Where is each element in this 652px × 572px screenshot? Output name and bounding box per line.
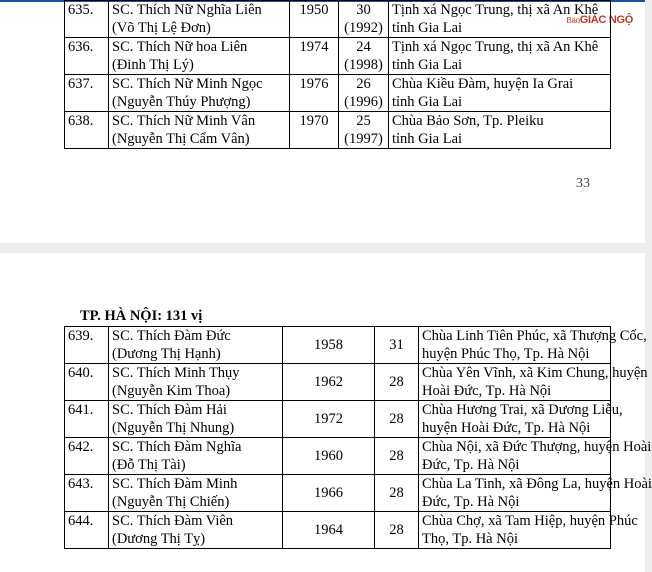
birth-year: 1974 xyxy=(290,38,339,75)
row-number: 644. xyxy=(65,512,109,549)
row-number: 639. xyxy=(65,327,109,364)
table-row xyxy=(65,438,611,475)
ordination-age: 28 xyxy=(375,401,419,438)
ordination-age: 28 xyxy=(375,364,419,401)
birth-year: 1970 xyxy=(290,112,339,149)
table-row xyxy=(65,401,611,438)
monk-name: SC. Thích Minh Thụy (Nguyễn Kim Thoa) xyxy=(109,364,283,401)
table-row xyxy=(65,112,611,149)
temple-location: Chùa Hương Trai, xã Dương Liễu, huyện Hoài Đức, Tp. Hà Nội xyxy=(419,401,611,438)
ordination-age: 25 (1997) xyxy=(339,112,389,149)
monk-name: SC. Thích Đàm Nghĩa (Đỗ Thị Tài) xyxy=(109,438,283,475)
row-number: 643. xyxy=(65,475,109,512)
ordination-age: 24 (1998) xyxy=(339,38,389,75)
row-number: 638. xyxy=(65,112,109,149)
row-number: 635. xyxy=(65,1,109,38)
temple-location: Chùa Nội, xã Đức Thượng, huyện Hoài Đức, Tp. Hà Nội xyxy=(419,438,611,475)
ordination-age: 31 xyxy=(375,327,419,364)
ordination-age: 30 (1992) xyxy=(339,1,389,38)
monk-name: SC. Thích Đàm Minh (Nguyễn Thị Chiến) xyxy=(109,475,283,512)
table-row xyxy=(65,512,611,549)
row-number: 640. xyxy=(65,364,109,401)
monk-name: SC. Thích Nữ Minh Vân (Nguyễn Thị Cẩm Vân) xyxy=(109,112,290,149)
birth-year: 1964 xyxy=(283,512,375,549)
row-number: 637. xyxy=(65,75,109,112)
monk-name: SC. Thích Đàm Hải (Nguyễn Thị Nhung) xyxy=(109,401,283,438)
ordination-age: 26 (1996) xyxy=(339,75,389,112)
temple-location: Tịnh xá Ngọc Trung, thị xã An Khê tỉnh Gia Lai xyxy=(389,38,611,75)
row-number: 642. xyxy=(65,438,109,475)
monk-name: SC. Thích Nữ Nghĩa Liên (Võ Thị Lệ Đơn) xyxy=(109,1,290,38)
birth-year: 1966 xyxy=(283,475,375,512)
temple-location: Tịnh xá Ngọc Trung, thị xã An Khê tỉnh Gia Lai xyxy=(389,1,611,38)
newspaper-watermark: BáoGIÁC NGỘ xyxy=(566,14,633,26)
birth-year: 1950 xyxy=(290,1,339,38)
monk-list-table-gia-lai xyxy=(64,0,611,149)
row-number: 641. xyxy=(65,401,109,438)
birth-year: 1958 xyxy=(283,327,375,364)
birth-year: 1976 xyxy=(290,75,339,112)
birth-year: 1960 xyxy=(283,438,375,475)
temple-location: Chùa Bảo Sơn, Tp. Pleiku tỉnh Gia Lai xyxy=(389,112,611,149)
monk-name: SC. Thích Nữ hoa Liên (Đinh Thị Lý) xyxy=(109,38,290,75)
ordination-age: 28 xyxy=(375,512,419,549)
section-heading-ha-noi: TP. HÀ NỘI: 131 vị xyxy=(80,308,203,324)
page-number: 33 xyxy=(576,176,590,191)
monk-name: SC. Thích Đàm Đức (Dương Thị Hạnh) xyxy=(109,327,283,364)
document-page-33 xyxy=(0,0,645,243)
birth-year: 1972 xyxy=(283,401,375,438)
table-row xyxy=(65,75,611,112)
ordination-age: 28 xyxy=(375,438,419,475)
temple-location: Chùa La Tinh, xã Đông La, huyện Hoài Đức, Tp. Hà Nội xyxy=(419,475,611,512)
birth-year: 1962 xyxy=(283,364,375,401)
temple-location: Chùa Chợ, xã Tam Hiệp, huyện Phúc Thọ, Tp. Hà Nội xyxy=(419,512,611,549)
monk-name: SC. Thích Đàm Viên (Dương Thị Tỵ) xyxy=(109,512,283,549)
monk-name: SC. Thích Nữ Minh Ngọc (Nguyễn Thúy Phượng) xyxy=(109,75,290,112)
table-row xyxy=(65,38,611,75)
monk-list-table-ha-noi xyxy=(64,326,652,549)
table-row xyxy=(65,475,611,512)
temple-location: Chùa Yên Vĩnh, xã Kim Chung, huyện Hoài Đức, Tp. Hà Nội xyxy=(419,364,611,401)
table-row xyxy=(65,327,611,364)
temple-location: Chùa Kiều Đàm, huyện Ia Grai tỉnh Gia Lai xyxy=(389,75,611,112)
ordination-age: 28 xyxy=(375,475,419,512)
table-row xyxy=(65,1,611,38)
document-page-34 xyxy=(0,253,652,572)
table-row xyxy=(65,364,611,401)
temple-location: Chùa Linh Tiên Phúc, xã Thượng Cốc, huyện Phúc Thọ, Tp. Hà Nội xyxy=(419,327,611,364)
row-number: 636. xyxy=(65,38,109,75)
